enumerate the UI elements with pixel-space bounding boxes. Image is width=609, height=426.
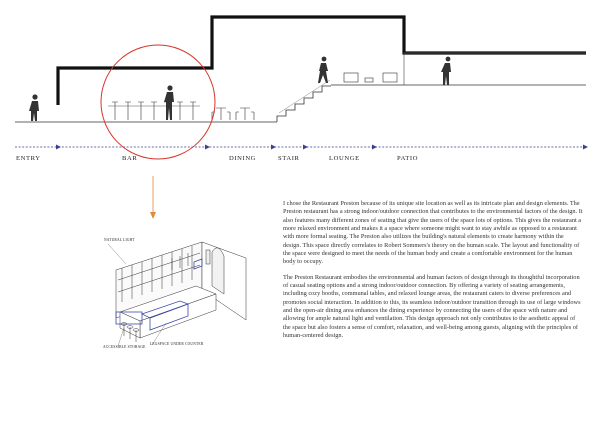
lounge-furniture (344, 73, 397, 82)
callout-arrow (148, 176, 158, 220)
iso-doorway (212, 248, 224, 294)
iso-label-natural-light: NATURAL LIGHT (104, 238, 135, 242)
stair-profile (277, 86, 331, 122)
stair-rail (279, 80, 330, 113)
description-paragraph-2: The Preston Restaurant embodies the environmental and human factors of design through its thoughtful incorporation of casual seating options and a strong indoor/outdoor connection. By offering a variety of seating arrangements, including cozy booths, communal tables, and relaxed lounge areas, the restaurant caters to diverse preferences and promotes social interaction. In addition to this, its seamless indoor/outdoor transition through its use of large windows and the open-air dining area enhances the dining experience by connecting the users of the space with nature and allowing for ample natural light and ventilation. This design approach not only contributes to the aesthetic appeal of the space but also fosters a sense of comfort, relaxation, and well-being among guests, aligning with the principles of human-centered design. (283, 273, 581, 340)
bar-stools (108, 102, 200, 120)
building-section-diagram (0, 0, 609, 175)
bar-highlight-circle (101, 45, 215, 159)
zone-label-lounge: LOUNGE (329, 155, 360, 162)
description-text (283, 200, 583, 348)
zone-label-patio: PATIO (397, 155, 419, 162)
zone-label-dining: DINING (229, 155, 257, 162)
zone-label-bar: BAR (122, 155, 138, 162)
iso-label-legspace: LEGSPACE UNDER COUNTER (150, 342, 204, 346)
zone-label-stair: STAIR (278, 155, 300, 162)
dining-furniture (212, 108, 254, 120)
iso-wall-art (206, 250, 210, 264)
zone-label-entry: ENTRY (16, 155, 41, 162)
description-paragraph-1: I chose the Restaurant Preston because of its unique site location as well as its intricate plan and design elements. The Preston restaurant has a strong indoor/outdoor connection that contributes to the environmental factors of the design. It also features many different zones of seating that give the users of the space lots of options. This gives the restaurant a more relaxed environment and makes it a space where someone might want to stay awhile as opposed to a restaurant with more formal seating. The Preston also utilizes the building's natural elements to create harmony within the design. This space directly correlates to Robert Sommers's theory on the human scale. The layout and functionality of the space were designed to meet the needs of the human body and create a comfortable environment for the human body to occupy. (283, 200, 583, 266)
patio-person-icon (441, 57, 451, 85)
bar-person-icon (164, 85, 174, 120)
iso-label-accessible-storage: ACCESSIBLE STORAGE (103, 345, 146, 349)
entry-person-icon (29, 94, 39, 121)
lounge-person-icon (318, 57, 328, 83)
